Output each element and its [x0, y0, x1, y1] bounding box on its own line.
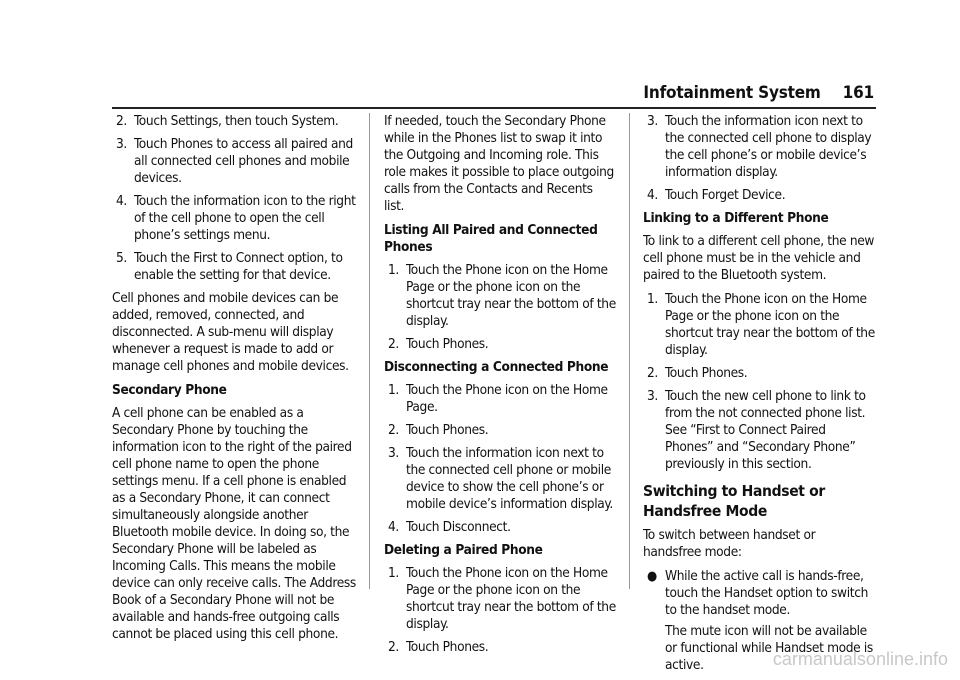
list-item: 2. Touch Settings, then touch System.	[116, 113, 339, 129]
list-item: ● While the active call is hands-free, touch the Handset option to switch to the handset mode. The mute icon will not be available or functional while Handset mode is active.	[643, 568, 875, 674]
column-divider-2	[629, 113, 630, 589]
subheading-listing-phones: Listing All Paired and Connected Phones	[384, 222, 598, 255]
list-item: 3. Touch the new cell phone to link to from the not connected phone list. See “First to Connect Paired Phones” and “Secondary Phone” previously in this section.	[647, 388, 866, 472]
list-item: 2. Touch Phones.	[388, 336, 489, 352]
subheading-disconnecting: Disconnecting a Connected Phone	[384, 359, 609, 375]
column-1	[112, 113, 357, 650]
step-list	[384, 262, 616, 353]
paragraph: Cell phones and mobile devices can be added, removed, connected, and disconnected. A sub-menu will display whenever a request is made to add or manage cell phones and mobile devices.	[112, 290, 349, 374]
column-2	[384, 113, 616, 662]
step-list	[384, 382, 616, 536]
paragraph: If needed, touch the Secondary Phone while in the Phones list to swap it into the Outgoing and Incoming role. This role makes it possible to place outgoing calls from the Contacts and Recents list.	[384, 113, 614, 214]
list-item: 3. Touch the information icon next to the connected cell phone or mobile device to show the cell phone’s or mobile device’s information display.	[388, 445, 613, 512]
step-list	[384, 565, 616, 656]
step-list	[643, 113, 875, 204]
paragraph: To switch between handset or handsfree mode:	[643, 527, 816, 560]
list-item: 1. Touch the Phone icon on the Home Page.	[388, 382, 608, 415]
list-item: 2. Touch Phones.	[647, 365, 748, 381]
section-heading: Switching to Handset or Handsfree Mode	[643, 482, 825, 520]
list-item: 1. Touch the Phone icon on the Home Page or the phone icon on the shortcut tray near the bottom of the display.	[647, 291, 875, 358]
list-item: 3. Touch Phones to access all paired and all connected cell phones and mobile devices.	[116, 136, 353, 186]
page-header	[643, 83, 874, 103]
list-item: 5. Touch the First to Connect option, to enable the setting for that device.	[116, 250, 343, 283]
watermark: carmanualsonline.info	[772, 649, 948, 669]
list-item: 3. Touch the information icon next to the connected cell phone to display the cell phone’s or mobile device’s information display.	[647, 113, 872, 180]
header-rule	[112, 107, 876, 109]
paragraph: A cell phone can be enabled as a Secondary Phone by touching the information icon to the right of the paired cell phone name to open the phone settings menu. If a cell phone is enabled as a Secondary Phone, it can connect simultaneously alongside another Bluetooth mobile device. In doing so, the Secondary Phone will be labeled as Incoming Calls. This means the mobile device can only receive calls. The Address Book of a Secondary Phone will not be available and hands-free outgoing calls cannot be placed using this cell phone.	[112, 405, 356, 642]
list-item: 2. Touch Phones.	[388, 639, 489, 655]
list-item: 4. Touch the information icon to the right of the cell phone to open the cell phone’s settings menu.	[116, 193, 356, 243]
step-list	[643, 291, 875, 473]
step-list	[112, 113, 357, 284]
column-3	[643, 113, 875, 680]
list-item: 1. Touch the Phone icon on the Home Page or the phone icon on the shortcut tray near the bottom of the display.	[388, 565, 616, 632]
paragraph: To link to a different cell phone, the new cell phone must be in the vehicle and paired to the Bluetooth system.	[643, 233, 875, 283]
subheading-secondary-phone: Secondary Phone	[112, 382, 227, 398]
list-item: 1. Touch the Phone icon on the Home Page or the phone icon on the shortcut tray near the bottom of the display.	[388, 262, 616, 329]
list-item: 2. Touch Phones.	[388, 422, 489, 438]
list-item: 4. Touch Disconnect.	[388, 519, 511, 535]
subheading-linking: Linking to a Different Phone	[643, 210, 829, 226]
bullet-note: The mute icon will not be available or functional while Handset mode is active.	[665, 623, 873, 673]
list-item: 4. Touch Forget Device.	[647, 187, 786, 203]
subheading-deleting: Deleting a Paired Phone	[384, 542, 543, 558]
section-title: Infotainment System	[643, 83, 821, 103]
column-divider-1	[369, 113, 370, 589]
bullet-icon: ●	[647, 569, 657, 584]
page-number: 161	[842, 83, 874, 103]
